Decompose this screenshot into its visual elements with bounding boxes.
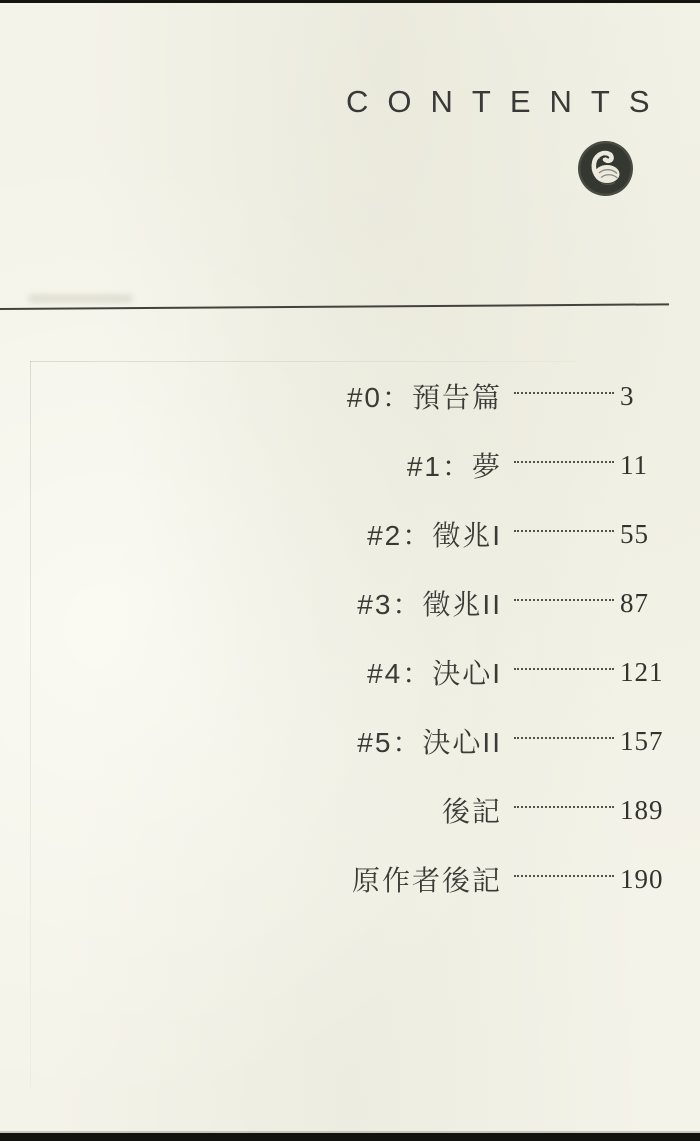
page-number: 11	[620, 449, 648, 480]
toc-entry	[347, 450, 665, 480]
contents-heading: CONTENTS	[346, 84, 669, 119]
page-bottom-edge	[0, 1133, 700, 1141]
chapter-label: #4：決心I	[367, 658, 502, 689]
swan-emblem-icon	[577, 140, 634, 197]
page-number: 87	[620, 587, 649, 618]
dot-leader	[514, 461, 614, 463]
toc-entry	[347, 864, 665, 894]
dot-leader	[514, 599, 614, 601]
dot-leader	[514, 530, 614, 532]
dot-leader	[514, 668, 614, 670]
toc-entry	[347, 657, 665, 687]
table-of-contents	[347, 381, 665, 933]
page-number: 3	[620, 380, 635, 411]
chapter-label: #5：決心II	[357, 727, 502, 758]
horizontal-divider	[0, 303, 669, 310]
page-number: 189	[620, 794, 664, 825]
chapter-label: #0：預告篇	[346, 382, 502, 413]
page-number: 157	[620, 725, 664, 756]
page-number: 190	[620, 863, 664, 894]
toc-entry	[347, 381, 665, 411]
faint-panel-border-left	[30, 361, 31, 1087]
toc-entry	[347, 795, 665, 825]
paper-smudge	[28, 294, 133, 303]
page-number: 55	[620, 518, 649, 549]
page-number: 121	[620, 656, 664, 687]
dot-leader	[514, 392, 614, 394]
toc-entry	[347, 726, 665, 756]
toc-entry	[347, 588, 665, 618]
dot-leader	[514, 806, 614, 808]
toc-entry	[347, 519, 665, 549]
chapter-label: #3：徵兆II	[357, 589, 502, 620]
dot-leader	[514, 737, 614, 739]
chapter-label: #1：夢	[406, 451, 502, 482]
chapter-label: #2：徵兆I	[367, 520, 502, 551]
chapter-label: 後記	[441, 796, 502, 827]
faint-panel-border-top	[30, 361, 575, 362]
dot-leader	[514, 875, 614, 877]
page-top-edge	[0, 0, 700, 3]
chapter-label: 原作者後記	[351, 865, 502, 896]
